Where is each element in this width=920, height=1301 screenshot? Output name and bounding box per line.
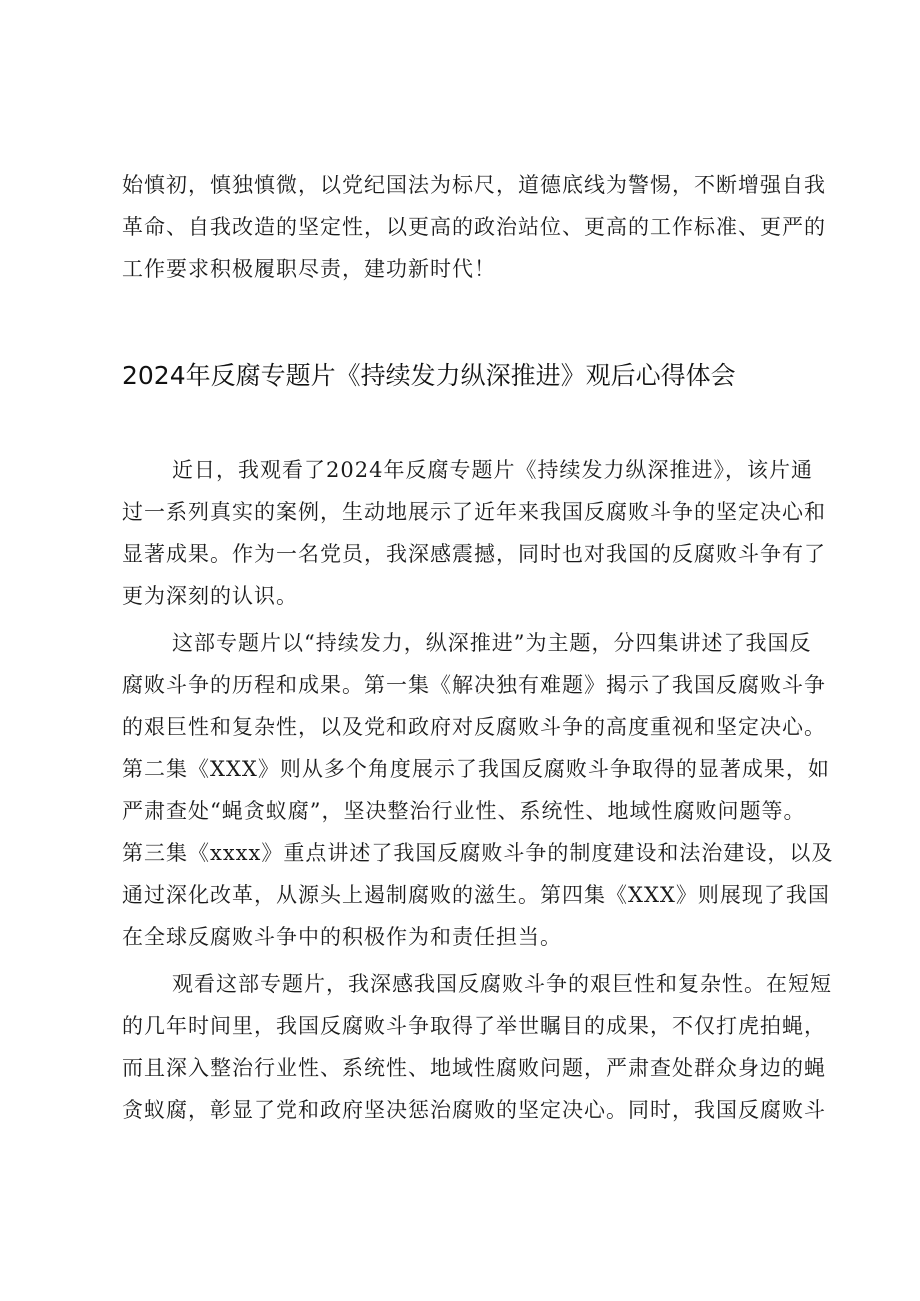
article-title: 2024年反腐专题片《持续发力纵深推进》观后心得体会 — [122, 361, 736, 390]
paragraph-line: 观看这部专题片，我深感我国反腐败斗争的艰巨性和复杂性。在短短 — [172, 972, 832, 996]
paragraph-line: 第二集《XXX》则从多个角度展示了我国反腐败斗争取得的显著成果，如 — [122, 757, 830, 781]
continuation-line: 始慎初，慎独慎微，以党纪国法为标尺，道德底线为警惕，不断增强自我 — [122, 173, 826, 197]
paragraph-line: 第三集《xxxx》重点讲述了我国反腐败斗争的制度建设和法治建设，以及 — [122, 841, 834, 865]
paragraph-line: 严肃查处“蝇贪蚁腐”，坚决整治行业性、系统性、地域性腐败问题等。 — [122, 799, 806, 823]
paragraph-line: 的几年时间里，我国反腐败斗争取得了举世瞩目的成果，不仅打虎拍蝇， — [122, 1014, 826, 1038]
paragraph-line: 显著成果。作为一名党员，我深感震撼，同时也对我国的反腐败斗争有了 — [122, 542, 826, 566]
paragraph-line: 这部专题片以“持续发力，纵深推进”为主题，分四集讲述了我国反 — [172, 631, 812, 655]
paragraph-line: 在全球反腐败斗争中的积极作为和责任担当。 — [122, 925, 562, 949]
paragraph-line: 而且深入整治行业性、系统性、地域性腐败问题，严肃查处群众身边的蝇 — [122, 1056, 826, 1080]
paragraph-line: 贪蚁腐，彰显了党和政府坚决惩治腐败的坚定决心。同时，我国反腐败斗 — [122, 1098, 826, 1122]
paragraph-line: 的艰巨性和复杂性，以及党和政府对反腐败斗争的高度重视和坚定决心。 — [122, 715, 826, 739]
paragraph-line: 近日，我观看了2024年反腐专题片《持续发力纵深推进》，该片通 — [172, 458, 813, 482]
continuation-line: 革命、自我改造的坚定性，以更高的政治站位、更高的工作标准、更严的 — [122, 215, 826, 239]
paragraph-line: 过一系列真实的案例，生动地展示了近年来我国反腐败斗争的坚定决心和 — [122, 500, 826, 524]
continuation-line: 工作要求积极履职尽责，建功新时代！ — [122, 257, 496, 281]
paragraph-line: 通过深化改革，从源头上遏制腐败的滋生。第四集《XXX》则展现了我国 — [122, 883, 830, 907]
paragraph-line: 更为深刻的认识。 — [122, 584, 298, 608]
paragraph-line: 腐败斗争的历程和成果。第一集《解决独有难题》揭示了我国反腐败斗争 — [122, 673, 826, 697]
